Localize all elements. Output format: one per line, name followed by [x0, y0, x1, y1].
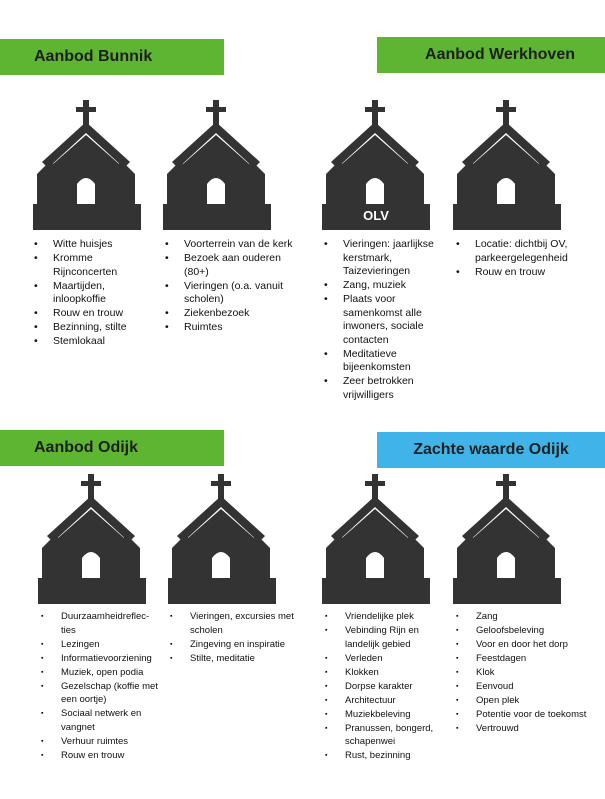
list-item: ▪ Dorpse karakter	[325, 680, 453, 694]
list-item: ▪ Vebinding Rijn en landelijk gebied	[325, 624, 453, 651]
banner-aanbod-bunnik	[0, 39, 224, 75]
list-item: ▪ Zang	[456, 610, 596, 624]
church-icon	[168, 474, 276, 606]
list-item: • Kromme Rijnconcerten	[34, 252, 158, 279]
list-item: ▪ Vieringen, excursies met scholen	[170, 610, 304, 637]
bullet-list	[41, 610, 163, 763]
list-item: ▪ Klokken	[325, 666, 453, 680]
list-item: • Rouw en trouw	[456, 266, 591, 280]
bullet-list	[325, 610, 453, 763]
church-icon	[453, 100, 561, 232]
list-item: ▪ Eenvoud	[456, 680, 596, 694]
list-item: • Maartijden, inloopkoffie	[34, 280, 158, 307]
list-item: ▪ Architectuur	[325, 694, 453, 708]
church-icon	[322, 474, 430, 606]
list-item: • Meditatieve bijeenkomsten	[324, 348, 452, 375]
list-item: • Stemlokaal	[34, 335, 158, 349]
church-icon	[453, 474, 561, 606]
church-icon	[163, 100, 271, 232]
list-item: ▪ Verhuur ruimtes	[41, 735, 163, 749]
section-title: Aanbod Bunnik	[34, 48, 153, 65]
list-item: ▪ Vertrouwd	[456, 722, 596, 736]
list-item: ▪ Pranussen, bongerd, schapenwei	[325, 722, 453, 749]
church-icon	[322, 100, 430, 232]
list-item: • Rouw en trouw	[34, 307, 158, 321]
list-item: ▪ Lezingen	[41, 638, 163, 652]
bullet-list	[456, 610, 596, 736]
list-item: • Vieringen (o.a. vanuit scholen)	[165, 280, 295, 307]
banner-aanbod-werkhoven	[377, 37, 605, 73]
list-item: ▪ Stilte, meditatie	[170, 652, 304, 666]
list-item: • Zang, muziek	[324, 279, 452, 293]
list-item: • Bezoek aan ouderen (80+)	[165, 252, 295, 279]
list-item: ▪ Verleden	[325, 652, 453, 666]
list-item: ▪ Duurzaamheidreflec-ties	[41, 610, 163, 637]
list-item: ▪ Gezelschap (koffie met een oortje)	[41, 680, 163, 707]
list-item: • Plaats voor samenkomst alle inwoners, sociale contacten	[324, 293, 452, 347]
bullet-list	[324, 238, 452, 403]
banner-zachte-waarde-odijk	[377, 432, 605, 468]
list-item: • Locatie: dichtbij OV, parkeergelegenheid	[456, 238, 591, 265]
list-item: ▪ Voor en door het dorp	[456, 638, 596, 652]
banner-aanbod-odijk	[0, 430, 224, 466]
bullet-list	[165, 238, 295, 335]
list-item: ▪ Zingeving en inspiratie	[170, 638, 304, 652]
bullet-list	[456, 238, 591, 280]
section-title: Aanbod Odijk	[34, 439, 138, 456]
list-item: ▪ Rouw en trouw	[41, 749, 163, 763]
list-item: • Ziekenbezoek	[165, 307, 295, 321]
list-item: • Voorterrein van de kerk	[165, 238, 295, 252]
bullet-list	[34, 238, 158, 349]
list-item: • Witte huisjes	[34, 238, 158, 252]
list-item: ▪ Rust, bezinning	[325, 749, 453, 763]
list-item: ▪ Informatievoorziening	[41, 652, 163, 666]
list-item: ▪ Muziek, open podia	[41, 666, 163, 680]
section-title: Zachte waarde Odijk	[413, 441, 569, 458]
list-item: ▪ Feestdagen	[456, 652, 596, 666]
list-item: • Zeer betrokken vrijwilligers	[324, 375, 452, 402]
list-item: ▪ Klok	[456, 666, 596, 680]
church-icon	[33, 100, 141, 232]
list-item: ▪ Open plek	[456, 694, 596, 708]
list-item: • Bezinning, stilte	[34, 321, 158, 335]
list-item: ▪ Vriendelijke plek	[325, 610, 453, 624]
list-item: ▪ Potentie voor de toekomst	[456, 708, 596, 722]
list-item: • Vieringen: jaarlijkse kerstmark, Taizevieringen	[324, 238, 452, 279]
list-item: ▪ Geloofsbeleving	[456, 624, 596, 638]
church-icon	[38, 474, 146, 606]
list-item: • Ruimtes	[165, 321, 295, 335]
section-title: Aanbod Werkhoven	[425, 46, 575, 63]
bullet-list	[170, 610, 304, 666]
list-item: ▪ Sociaal netwerk en vangnet	[41, 707, 163, 734]
list-item: ▪ Muziekbeleving	[325, 708, 453, 722]
church-label: OLV	[363, 208, 389, 223]
